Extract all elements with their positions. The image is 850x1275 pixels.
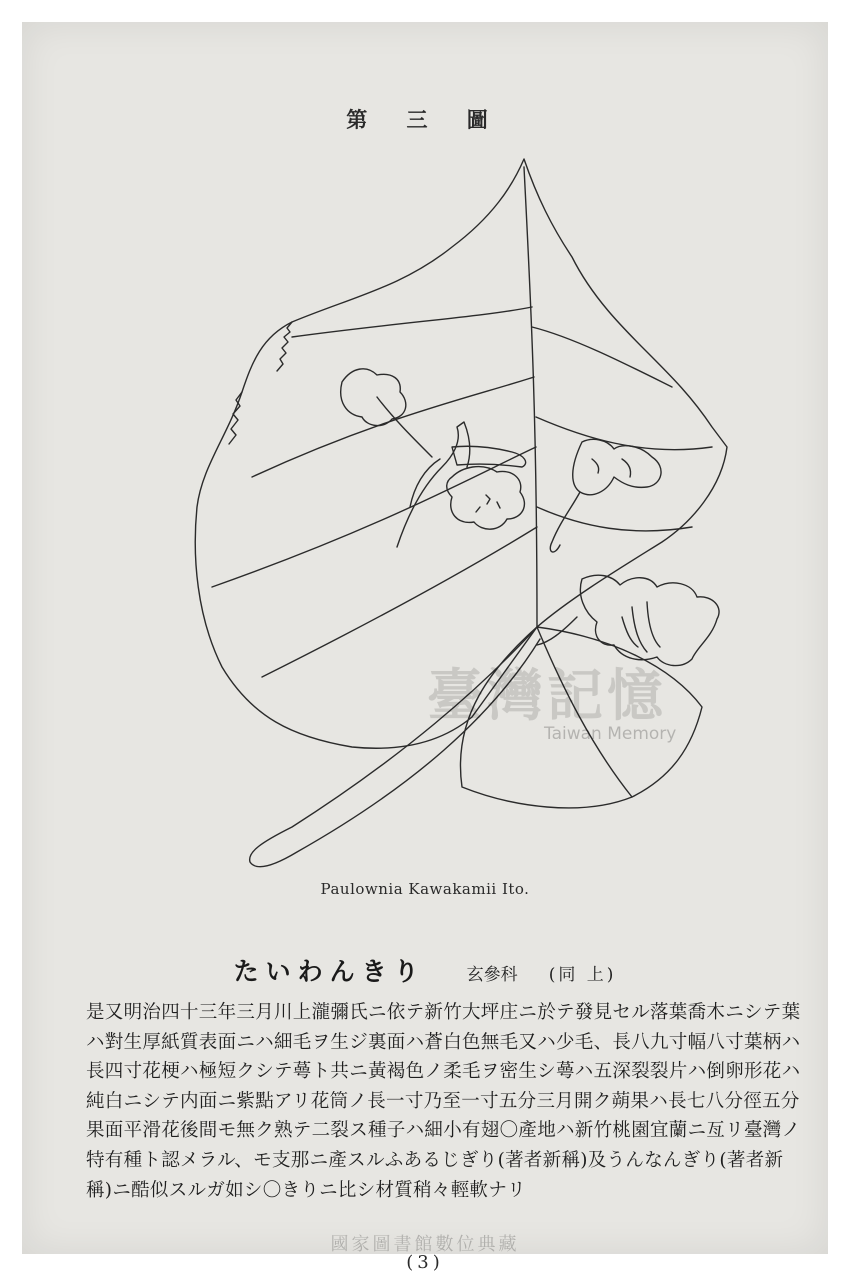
family-name: 玄參科 (466, 965, 518, 985)
text-line: 是又明治四十三年三月川上瀧彌氏ニ依テ新竹大坪庄ニ於テ發見セル落葉喬木ニシテ葉 (86, 1002, 801, 1023)
text-line: 果面平滑花後間モ無ク熟テ二裂ス種子ハ細小有翅〇產地ハ新竹桃園宜蘭ニ亙リ臺灣ノ (86, 1120, 801, 1142)
document-page (22, 22, 828, 1273)
text-line: 稱)ニ酷似スルガ如シ〇きりニ比シ材質稍々輕軟ナリ (86, 1179, 526, 1201)
reference-note: (同 上) (548, 965, 617, 985)
paulownia-leaf-flower-drawing-icon (152, 147, 752, 882)
text-line: 特有種ト認メラル、モ支那ニ產スルふあるじぎり(著者新稱)及うんなんぎり(著者新 (86, 1149, 784, 1171)
watermark-chinese: 臺灣記憶 (427, 663, 667, 729)
species-name: たいわんきり (233, 957, 426, 986)
watermark-english: Taiwan Memory (544, 724, 677, 744)
text-line: 純白ニシテ内面ニ紫點アリ花筒ノ長一寸乃至一寸五分三月開ク蒴果ハ長七八分徑五分 (86, 1090, 800, 1112)
species-heading (22, 952, 828, 988)
source-watermark: 國家圖書館數位典藏 (330, 1234, 520, 1255)
page-number: (3) (406, 1252, 444, 1273)
figure-caption: Paulownia Kawakamii Ito. (320, 880, 530, 898)
plate-title: 第 三 圖 (346, 107, 504, 132)
description-text (86, 998, 826, 1205)
text-line: ハ對生厚紙質表面ニハ細毛ヲ生ジ裏面ハ蒼白色無毛又ハ少毛、長八九寸幅八寸葉柄ハ (86, 1031, 801, 1053)
text-line: 長四寸花梗ハ極短クシテ蕚ト共ニ黃褐色ノ柔毛ヲ密生シ蕚ハ五深裂裂片ハ倒卵形花ハ (86, 1061, 801, 1083)
